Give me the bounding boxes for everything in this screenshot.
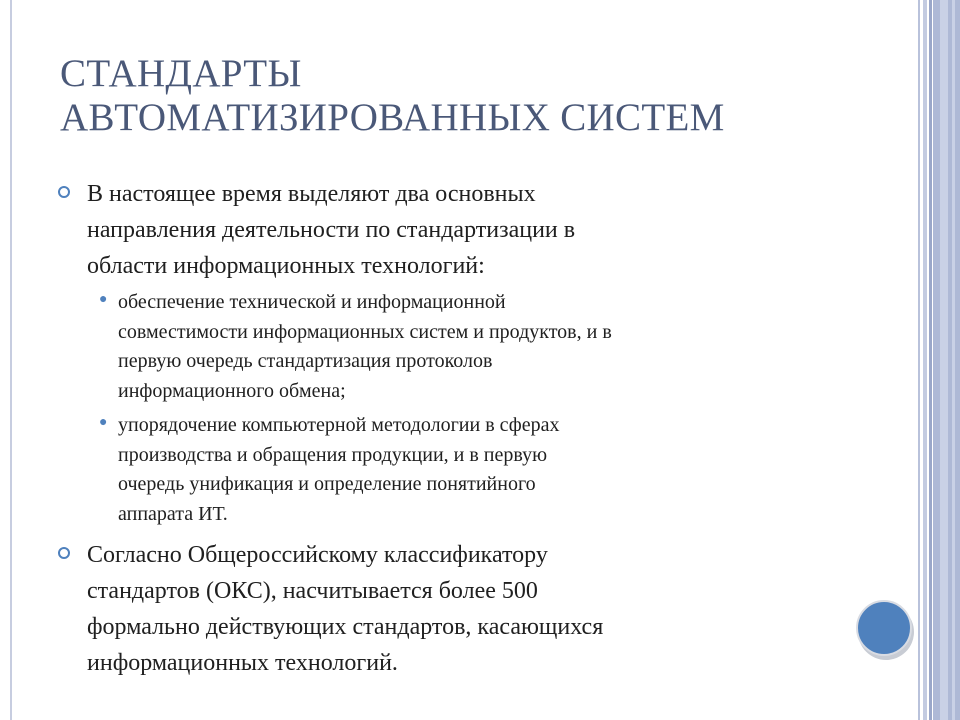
right-stripe-1: [918, 0, 920, 720]
circle-icon: [856, 600, 912, 656]
sub-bullet-item-1: [90, 288, 848, 406]
right-stripe-6: [952, 0, 955, 720]
bullet-1-line-3: области информационных технологий:: [87, 253, 485, 279]
title-line-1: СТАНДАРТЫ: [60, 52, 302, 95]
sub-2-line-2: производства и обращения продукции, и в первую: [118, 443, 548, 466]
dot-bullet-icon: ●: [99, 292, 108, 307]
slide-title: [60, 52, 880, 140]
blue-circle-decoration: [856, 600, 916, 660]
ring-bullet-icon: [58, 547, 70, 559]
sub-1-line-1: обеспечение технической и информационной: [118, 291, 506, 313]
title-line-2: АВТОМАТИЗИРОВАННЫХ СИСТЕМ: [60, 96, 725, 139]
sub-2-line-1: упорядочение компьютерной методологии в сферах: [118, 414, 560, 436]
right-stripe-5: [940, 0, 948, 720]
sub-bullet-item-2: [90, 411, 848, 529]
bullet-2-line-1: Согласно Общероссийскому классификатору: [87, 542, 548, 568]
bullet-1-line-1: В настоящее время выделяют два основных: [87, 181, 536, 207]
slide-content: [58, 176, 848, 681]
sub-2-line-4: аппарата ИТ.: [118, 502, 228, 525]
ring-bullet-icon: [58, 186, 70, 198]
sub-1-line-4: информационного обмена;: [118, 379, 346, 402]
sub-1-line-2: совместимости информационных систем и продуктов, и в: [118, 320, 612, 343]
sub-1-line-3: первую очередь стандартизация протоколов: [118, 350, 493, 372]
bullet-item-1: [58, 176, 848, 284]
bullet-2-line-2: стандартов (ОКС), насчитывается более 500: [87, 578, 538, 604]
left-border-line: [10, 0, 12, 720]
bullet-item-2: [58, 537, 848, 681]
sub-2-line-3: очередь унификация и определение понятийного: [118, 473, 536, 495]
bullet-2-line-4: информационных технологий.: [87, 650, 398, 676]
bullet-2-line-3: формально действующих стандартов, касающихся: [87, 614, 604, 640]
right-stripe-2: [923, 0, 927, 720]
bullet-1-line-2: направления деятельности по стандартизации в: [87, 217, 576, 243]
dot-bullet-icon: ●: [99, 415, 108, 430]
right-stripe-3: [929, 0, 932, 720]
